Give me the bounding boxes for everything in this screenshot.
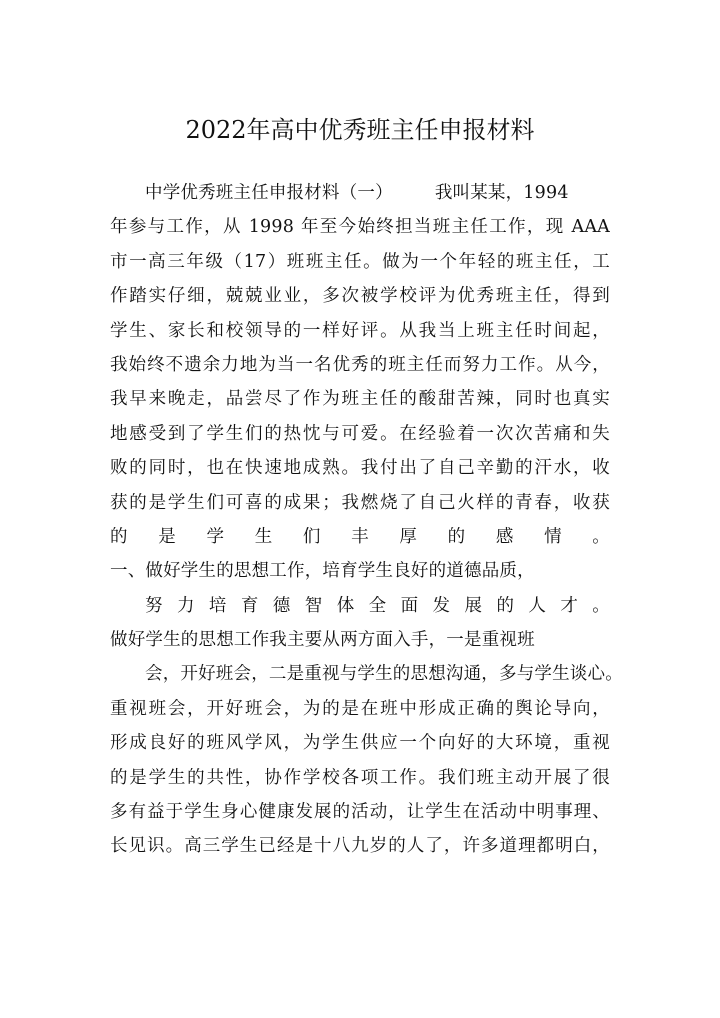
text-run: 我叫某某，1994 — [434, 183, 569, 203]
paragraph-line: 我始终不遗余力地为当一名优秀的班主任而努力工作。从今， — [110, 354, 610, 375]
paragraph-line — [110, 864, 610, 898]
paragraph-line: 会，开好班会，二是重视与学生的思想沟通，多与学生谈心。 — [145, 664, 623, 685]
paragraph-line: 长见识。高三学生已经是十八九岁的人了，许多道理都明白， — [110, 836, 610, 857]
paragraph-line — [110, 176, 610, 210]
paragraph-line: 努力培育德智体全面发展的人才。 — [145, 595, 610, 616]
paragraph-line: 败的同时，也在快速地成熟。我付出了自己辛勤的汗水，收 — [110, 458, 610, 479]
paragraph-line: 年参与工作，从 1998 年至今始终担当班主任工作，现 AAA — [110, 217, 610, 238]
paragraph-line: 我早来晚走，品尝尽了作为班主任的酸甜苦辣，同时也真实 — [110, 389, 610, 410]
paragraph-line: 获的是学生们可喜的成果；我燃烧了自己火样的青春，收获 — [110, 492, 610, 513]
paragraph-line: 一、做好学生的思想工作，培育学生良好的道德品质， — [110, 561, 535, 582]
paragraph-line: 学生、家长和校领导的一样好评。从我当上班主任时间起， — [110, 320, 610, 341]
document-body — [110, 176, 623, 898]
paragraph-line: 重视班会，开好班会，为的是在班中形成正确的舆论导向， — [110, 698, 610, 719]
paragraph-line: 作踏实仔细，兢兢业业，多次被学校评为优秀班主任，得到 — [110, 286, 610, 307]
document-title: 2022年高中优秀班主任申报材料 — [185, 116, 535, 144]
paragraph-line: 的是学生的共性，协作学校各项工作。我们班主动开展了很 — [110, 767, 610, 788]
paragraph-line: 地感受到了学生们的热忱与可爱。在经验着一次次苦痛和失 — [110, 423, 610, 444]
paragraph-line: 的是学生们丰厚的感情。 — [110, 526, 610, 547]
section-heading: 中学优秀班主任申报材料（一） — [145, 183, 393, 203]
paragraph-line: 做好学生的思想工作我主要从两方面入手，一是重视班 — [110, 630, 535, 651]
paragraph-line: 市一高三年级（17）班班主任。做为一个年轻的班主任，工 — [110, 251, 610, 272]
paragraph-line: 形成良好的班风学风，为学生供应一个向好的大环境，重视 — [110, 733, 610, 754]
paragraph-line: 多有益于学生身心健康发展的活动，让学生在活动中明事理、 — [110, 802, 610, 823]
